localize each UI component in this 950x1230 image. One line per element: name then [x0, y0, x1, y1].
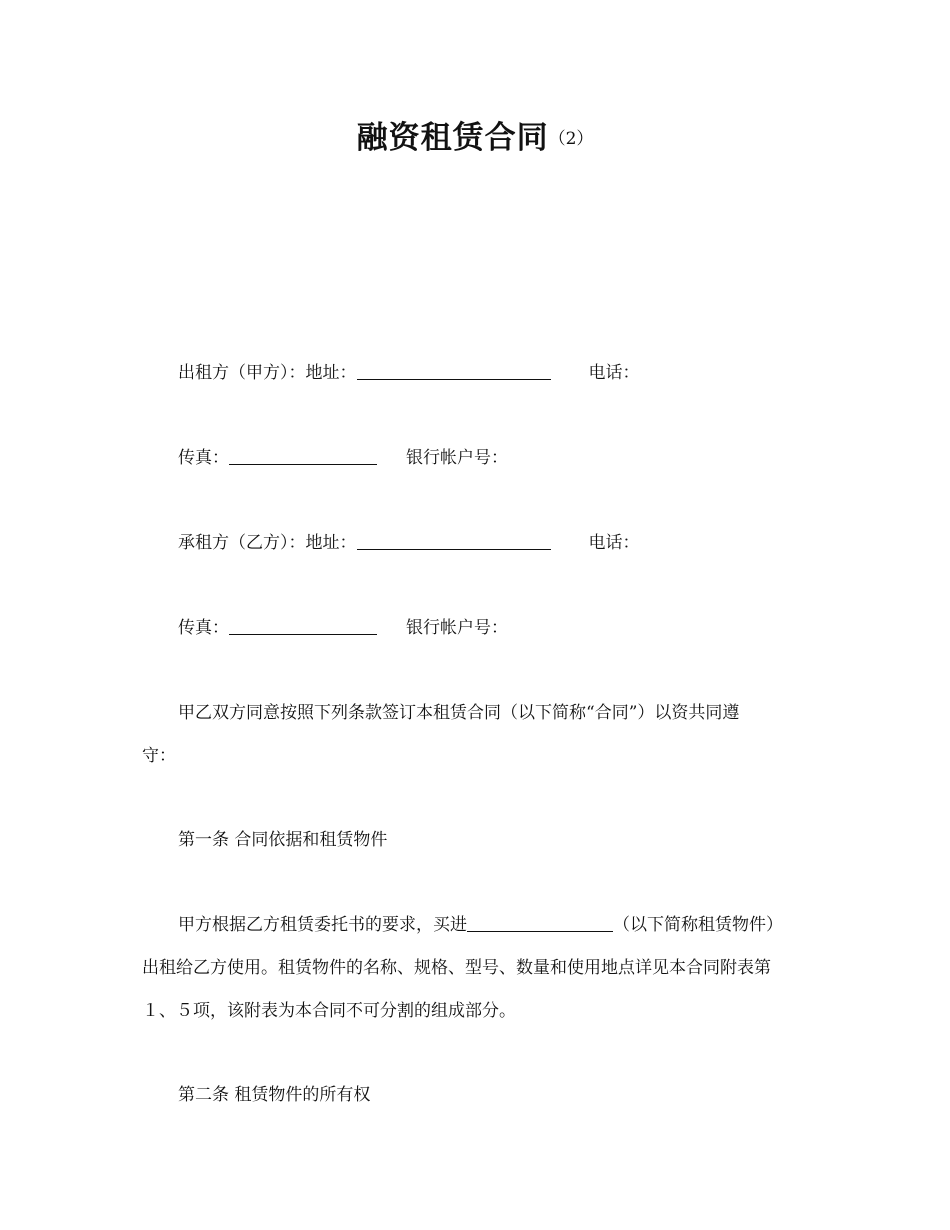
lessor-address-blank[interactable]	[357, 361, 551, 380]
lessee-address-line	[178, 531, 640, 555]
article-1-line-3: １、５项，该附表为本合同不可分割的组成部分。	[142, 1001, 516, 1021]
title-sub: （2）	[548, 129, 594, 149]
lessee-bank-label: 银行帐户号：	[406, 618, 508, 638]
document-title	[0, 112, 950, 157]
lessor-fax-label: 传真：	[178, 448, 229, 468]
article-1-line-1	[178, 913, 783, 937]
article-1-heading: 第一条 合同依据和租赁物件	[178, 830, 388, 850]
preamble-line-1: 甲乙双方同意按照下列条款签订本租赁合同（以下简称“合同”）以资共同遵	[178, 703, 740, 723]
article-1-text-a: 甲方根据乙方租赁委托书的要求，买进	[178, 915, 467, 935]
lessee-fax-label: 传真：	[178, 618, 229, 638]
lessor-fax-line	[178, 446, 508, 470]
title-main: 融资租赁合同	[356, 120, 549, 156]
preamble-line-2: 守：	[142, 746, 176, 766]
lessee-fax-line	[178, 616, 508, 640]
lessor-label: 出租方（甲方）：地址：	[178, 363, 357, 383]
lessee-fax-blank[interactable]	[229, 616, 377, 635]
lessor-fax-blank[interactable]	[229, 446, 377, 465]
lessor-bank-label: 银行帐户号：	[406, 448, 508, 468]
lessee-address-blank[interactable]	[357, 531, 551, 550]
lessee-phone-label: 电话：	[588, 533, 640, 553]
lessor-address-line	[178, 361, 640, 385]
lease-item-blank[interactable]	[467, 913, 613, 932]
lessor-phone-label: 电话：	[588, 363, 640, 383]
article-1-text-b: （以下简称租赁物件）	[613, 915, 783, 935]
lessee-label: 承租方（乙方）：地址：	[178, 533, 357, 553]
article-2-heading: 第二条 租赁物件的所有权	[178, 1085, 371, 1105]
article-1-line-2: 出租给乙方使用。租赁物件的名称、规格、型号、数量和使用地点详见本合同附表第	[142, 958, 771, 978]
